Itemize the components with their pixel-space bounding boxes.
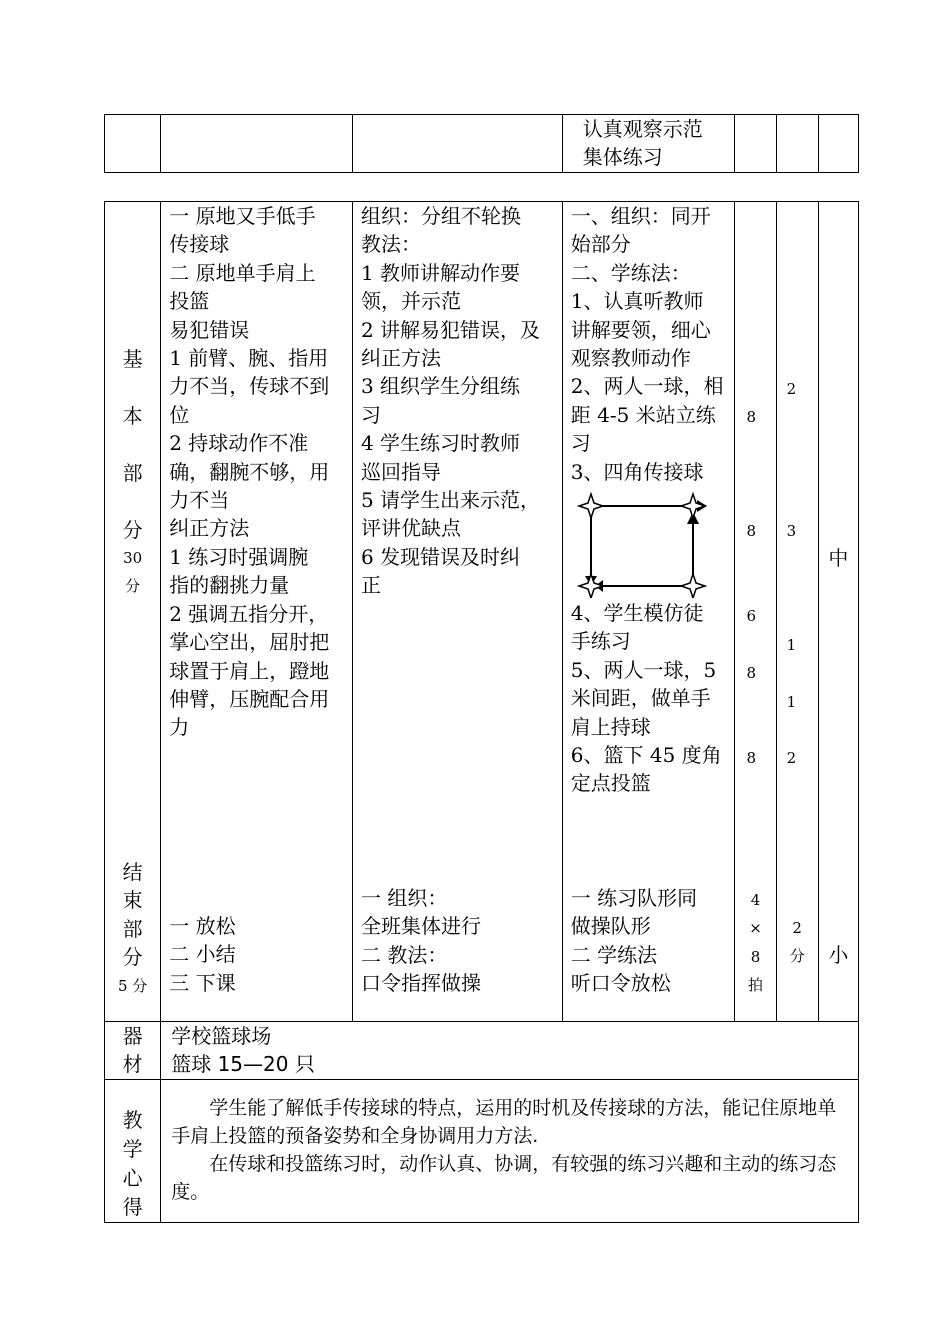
text-line: 距 4-5 米站立练 <box>570 402 716 427</box>
rep-value: 8 <box>746 408 757 426</box>
text-line: 3 组织学生分组练 <box>360 374 521 399</box>
basic-student-a <box>563 202 730 486</box>
reflection-content <box>161 1080 859 1223</box>
top-cell-2 <box>161 115 353 173</box>
text-line: 纠正方法 <box>360 346 441 371</box>
text-line: 4 学生练习时教师 <box>360 431 521 456</box>
lesson-table-main <box>104 201 859 1223</box>
text-line: 纠正方法 <box>169 516 250 541</box>
text-line: 领，并示范 <box>360 289 461 314</box>
intensity-cell <box>818 202 858 1022</box>
reflection-label: 教 学 心 得 <box>105 1080 161 1223</box>
text-line: 一 原地又手低手 <box>169 204 316 228</box>
lesson-table-top <box>104 114 859 173</box>
text-line: 球置于肩上，蹬地 <box>169 658 330 683</box>
basic-teacher <box>353 202 546 600</box>
text-line: 习 <box>570 431 591 456</box>
ending-student <box>563 884 703 998</box>
text-line: 一 组织： <box>360 886 448 910</box>
text-line: 始部分 <box>570 232 631 257</box>
text-line: 二 学练法 <box>570 942 658 967</box>
ending-content <box>161 912 241 997</box>
text-line: 1 前臂、腕、指用 <box>169 346 329 371</box>
time-value: 3 <box>786 522 797 540</box>
rep-value: 8 <box>746 522 757 540</box>
text-line: 1 教师讲解动作要 <box>360 260 521 285</box>
text-line: 做操队形 <box>570 914 651 939</box>
text-line: 6 发现错误及时纠 <box>360 544 521 569</box>
text-line: 教法： <box>360 232 421 257</box>
text-line: 2 讲解易犯错误，及 <box>360 317 541 342</box>
text-line: 二、学练法： <box>570 260 691 285</box>
equipment-label: 器 材 <box>105 1022 161 1080</box>
text-line: 一 放松 <box>169 914 236 938</box>
reflection-paragraph: 学生能了解低手传接球的特点，运用的时机及传接球的方法，能记住原地单手肩上投篮的预备姿势和全身协调用力方法. <box>171 1097 837 1147</box>
basic-student-b <box>563 599 728 798</box>
text-line: 讲解要领，细心 <box>570 317 711 342</box>
text-line: 2、两人一球，相 <box>570 374 724 399</box>
time-value: 2 <box>786 749 797 767</box>
basic-content <box>161 202 335 742</box>
text-line: 2 强调五指分开， <box>169 601 329 626</box>
ending-times: 2 分 <box>789 919 805 966</box>
rep-value: 6 <box>746 607 757 625</box>
four-corner-passing-diagram <box>575 490 709 598</box>
ending-teacher <box>353 884 487 998</box>
time-value: 1 <box>786 636 797 654</box>
top-cell-6 <box>776 115 818 173</box>
text-line: 6、篮下 45 度角 <box>570 743 722 768</box>
text-line: 确，翻腕不够，用 <box>169 459 330 484</box>
text-line: 二 教法： <box>360 942 448 967</box>
top-cell-student <box>562 115 735 173</box>
basic-section-label: 基 本 部 分 30 分 <box>122 347 143 595</box>
text-line: 传接球 <box>169 232 230 257</box>
text-line: 集体练习 <box>582 145 663 170</box>
teacher-cell <box>352 202 562 1022</box>
text-line: 三 下课 <box>169 970 236 995</box>
time-value: 2 <box>786 380 797 398</box>
student-cell <box>562 202 735 1022</box>
text-line: 评讲优缺点 <box>360 516 461 541</box>
text-line: 二 原地单手肩上 <box>169 260 316 285</box>
content-cell <box>161 202 353 1022</box>
text-line: 3、四角传接球 <box>570 459 704 484</box>
top-cell-3 <box>352 115 562 173</box>
text-line: 力不当，传球不到 <box>169 374 330 399</box>
text-line: 易犯错误 <box>169 317 250 342</box>
top-cell-1 <box>105 115 161 173</box>
text-line: 位 <box>169 402 190 427</box>
text-line: 巡回指导 <box>360 459 441 484</box>
text-line: 力不当 <box>169 488 230 513</box>
text-line: 篮球 15—20 只 <box>171 1052 315 1077</box>
text-line: 伸臂，压腕配合用 <box>169 686 330 711</box>
top-cell-5 <box>735 115 776 173</box>
text-line: 口令指挥做操 <box>360 971 481 996</box>
basic-intensity: 中 <box>828 546 849 570</box>
text-line: 正 <box>360 573 381 598</box>
text-line: 定点投篮 <box>570 771 651 796</box>
text-line: 指的翻挑力量 <box>169 573 290 598</box>
equipment-content <box>161 1022 859 1080</box>
text-line: 习 <box>360 402 381 427</box>
ending-intensity: 小 <box>828 943 849 967</box>
text-line: 力 <box>169 715 190 740</box>
text-line: 1 练习时强调腕 <box>169 544 309 569</box>
text-line: 手练习 <box>570 629 631 654</box>
text-line: 肩上持球 <box>570 714 651 739</box>
text-line: 一 练习队形同 <box>570 886 698 910</box>
rep-value: 8 <box>746 749 757 767</box>
text-line: 全班集体进行 <box>360 914 481 939</box>
text-line: 2 持球动作不准 <box>169 431 309 456</box>
text-line: 米间距，做单手 <box>570 686 711 711</box>
text-line: 投篮 <box>169 289 210 314</box>
text-line: 一、组织：同开 <box>570 204 711 228</box>
times-cell <box>776 202 818 1022</box>
text-line: 听口令放松 <box>570 971 671 996</box>
text-line: 二 小结 <box>169 942 236 967</box>
text-line: 观察教师动作 <box>570 346 691 371</box>
rep-value: 8 <box>746 664 757 682</box>
text-line: 5、两人一球，5 <box>570 657 717 682</box>
section-label-cell <box>105 202 161 1022</box>
time-value: 1 <box>786 693 797 711</box>
text-line: 1、认真听教师 <box>570 289 704 314</box>
reflection-paragraph: 在传球和投篮练习时，动作认真、协调，有较强的练习兴趣和主动的练习态度。 <box>171 1153 837 1203</box>
text-line: 组织：分组不轮换 <box>360 204 521 228</box>
ending-section-label: 结 束 部 分 5 分 <box>117 860 148 995</box>
text-line: 4、学生模仿徒 <box>570 601 704 625</box>
text-line: 5 请学生出来示范， <box>360 488 541 513</box>
ending-reps: 4 × 8 拍 <box>748 891 764 995</box>
text-line: 掌心空出，屈肘把 <box>169 630 330 655</box>
reps-cell <box>735 202 776 1022</box>
text-line: 认真观察示范 <box>582 117 703 141</box>
text-line: 学校篮球场 <box>171 1024 272 1048</box>
top-cell-7 <box>818 115 858 173</box>
